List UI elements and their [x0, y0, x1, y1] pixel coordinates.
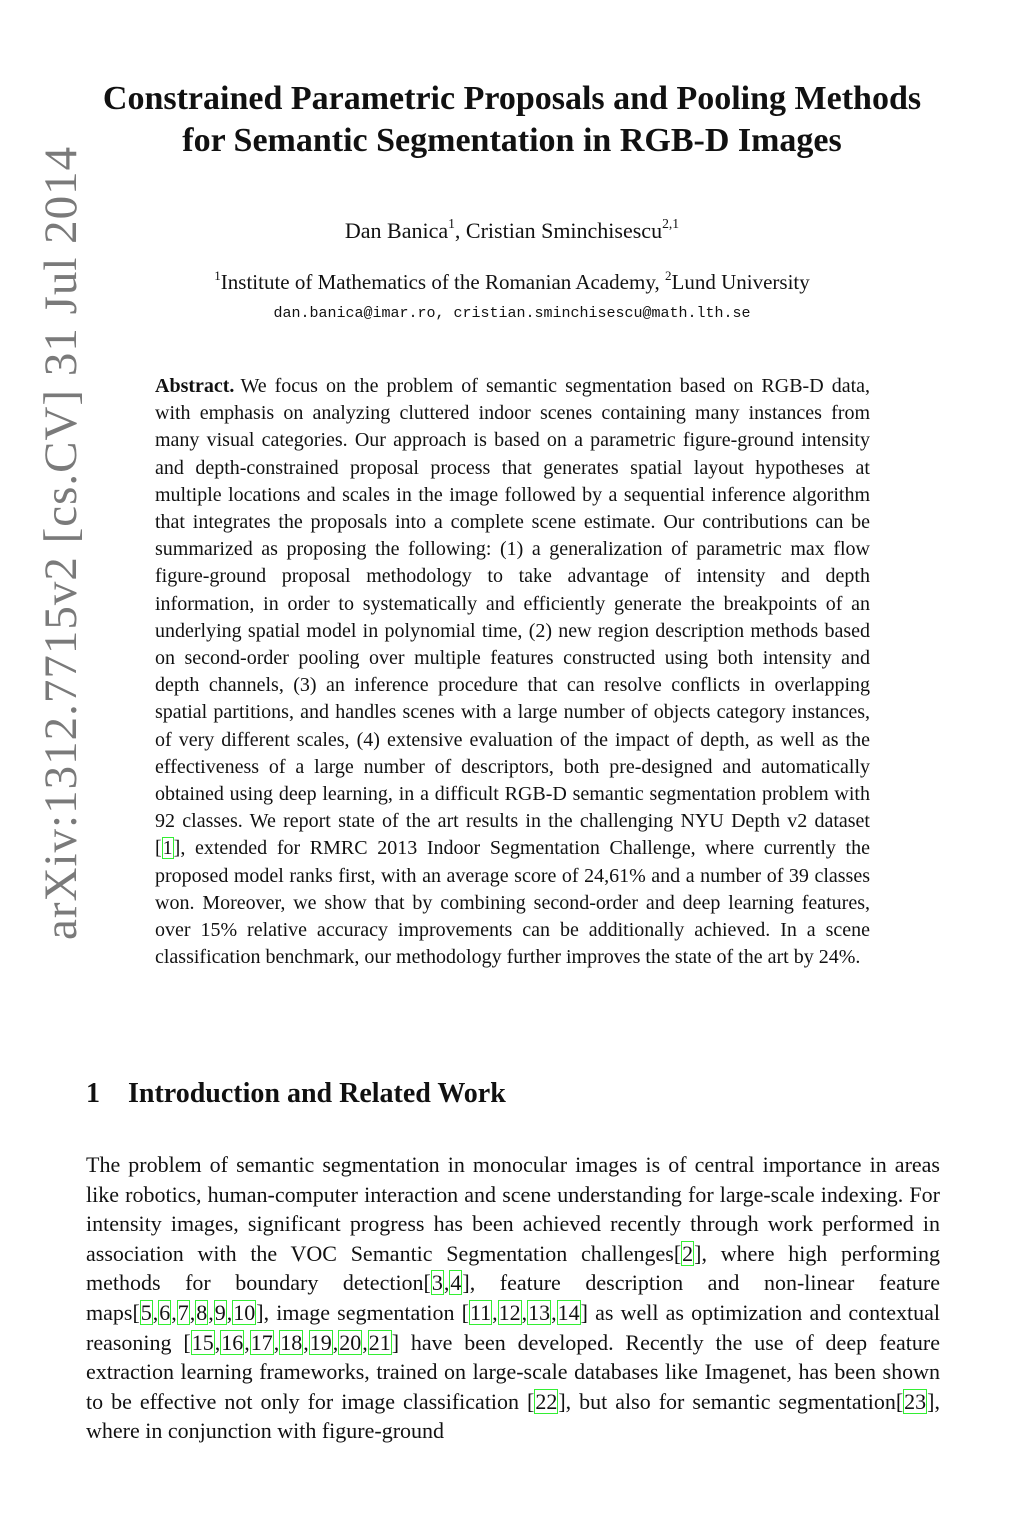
author-affil-marker: 2,1	[662, 216, 680, 232]
citation-link[interactable]: 9	[214, 1299, 226, 1325]
citation-link[interactable]: 15	[191, 1329, 214, 1355]
citation-link[interactable]: 23	[904, 1388, 927, 1414]
body-text: ] as well as optimization and contextual reasoning [	[86, 1299, 940, 1355]
body-text: ], where high performing methods for boundary detection[	[86, 1240, 940, 1296]
paper-title	[70, 78, 954, 162]
author-name: Cristian Sminchisescu	[465, 218, 663, 243]
citation-link[interactable]: 20	[339, 1329, 362, 1355]
citation-link[interactable]: 14	[557, 1299, 580, 1325]
body-text: ], feature description and non-linear feature maps[	[86, 1270, 940, 1325]
body-text: ], where in conjunction with figure-ground	[86, 1388, 940, 1444]
affiliation-name: Institute of Mathematics of the Romanian Academy,	[220, 270, 665, 294]
citation-link[interactable]: 13	[528, 1299, 551, 1325]
citation-link[interactable]: 21	[368, 1329, 391, 1355]
title-line-1: Constrained Parametric Proposals and Pooling Methods	[102, 80, 922, 117]
citation-link[interactable]: 4	[450, 1270, 462, 1296]
arxiv-identifier-stamp: arXiv:1312.7715v2 [cs.CV] 31 Jul 2014	[35, 145, 87, 940]
citation-link[interactable]: 11	[469, 1299, 492, 1325]
citation-link[interactable]: 10	[233, 1299, 256, 1325]
section-title: Introduction and Related Work	[128, 1078, 506, 1109]
author-affil-marker: 1	[448, 216, 455, 232]
author-separator: ,	[454, 218, 466, 243]
citation-link[interactable]: 16	[221, 1329, 244, 1355]
citation-link[interactable]: 17	[250, 1329, 273, 1355]
citation-link[interactable]: 6	[159, 1299, 171, 1325]
citation-link[interactable]: 18	[280, 1329, 303, 1355]
body-text: ], image segmentation [	[256, 1299, 469, 1325]
intro-paragraph: The problem of semantic segmentation in monocular images is of central importance in areas like robotics, human-computer interaction and scene understanding for large-scale indexing. For intensity images, significant progress has been achieved recently through work performed in association with the VOC Semantic Segmentation challenges[2], where high performing methods for boundary detection[3,4], feature description and non-linear feature maps[5,6,7,8,9,10], image segmentation [11,12,13,14] as well as optimization and contextual reasoning [15,16,17,18,19,20,21] have been developed. Recently the use of deep feature extraction learning frameworks, trained on large-scale databases like Imagenet, has been shown to be effective not only for image classification [22], but also for semantic segmentation[23], where in conjunction with figure-ground	[86, 1152, 940, 1444]
section-heading	[86, 1078, 506, 1110]
abstract-text: ], extended for RMRC 2013 Indoor Segmentation Challenge, where currently the proposed model ranks first, with an average score of 24,61% and a number of 39 classes won. Moreover, we show that by combining second-order and deep learning features, over 15% relative accuracy improvements can be additionally achieved. In a scene classification benchmark, our methodology further improves the state of the art by 24%.	[155, 837, 870, 969]
affil-marker: 2	[664, 267, 672, 283]
citation-link[interactable]: 8	[196, 1299, 208, 1325]
citation-link[interactable]: 3	[431, 1270, 443, 1296]
abstract-label: Abstract.	[155, 375, 235, 397]
author-name: Dan Banica	[344, 218, 449, 243]
citation-link[interactable]: 1	[162, 837, 173, 860]
citation-link[interactable]: 19	[309, 1329, 332, 1355]
citation-link[interactable]: 2	[682, 1240, 694, 1266]
affil-marker: 1	[214, 267, 221, 283]
affiliations	[0, 267, 1024, 295]
body-text: ] have been developed. Recently the use of deep feature extraction learning frameworks, trained on large-scale databases like Imagenet, has been shown to be effective not only for image classification [	[86, 1329, 940, 1414]
author-list	[0, 218, 1024, 244]
abstract	[155, 373, 870, 971]
body-text: ], but also for semantic segmentation[	[558, 1388, 904, 1414]
author-emails: dan.banica@imar.ro, cristian.sminchisescu@math.lth.se	[273, 305, 751, 322]
section-number: 1	[86, 1078, 100, 1109]
citation-link[interactable]: 12	[498, 1299, 521, 1325]
abstract-text: We focus on the problem of semantic segmentation based on RGB-D data, with emphasis on analyzing cluttered indoor scenes containing many instances from many visual categories. Our approach is based on a parametric figure-ground intensity and depth-constrained proposal process that generates spatial layout hypotheses at multiple locations and scales in the image followed by a sequential inference algorithm that integrates the proposals into a complete scene estimate. Our contributions can be summarized as proposing the following: (1) a generalization of parametric max flow figure-ground proposal methodology to take advantage of intensity and depth information, in order to systematically and efficiently generate the breakpoints of an underlying spatial model in polynomial time, (2) new region description methods based on second-order pooling over multiple features constructed using both intensity and depth channels, (3) an inference procedure that can resolve conflicts in overlapping spatial partitions, and handles scenes with a large number of objects category instances, of very different scales, (4) extensive evaluation of the impact of depth, as well as the effectiveness of a large number of descriptors, both pre-designed and automatically obtained using deep learning, in a difficult RGB-D semantic segmentation problem with 92 classes. We report state of the art results in the challenging NYU Depth v2 dataset [	[155, 375, 870, 860]
title-line-2: for Semantic Segmentation in RGB-D Images	[182, 122, 842, 159]
citation-link[interactable]: 22	[535, 1388, 558, 1414]
body-text: The problem of semantic segmentation in monocular images is of central importance in areas like robotics, human-computer interaction and scene understanding for large-scale indexing. For intensity images, significant progress has been achieved recently through work performed in association with the VOC Semantic Segmentation challenges[	[86, 1152, 940, 1266]
affiliation-name: Lund University	[671, 270, 810, 294]
citation-link[interactable]: 5	[140, 1299, 152, 1325]
citation-link[interactable]: 7	[177, 1299, 189, 1325]
